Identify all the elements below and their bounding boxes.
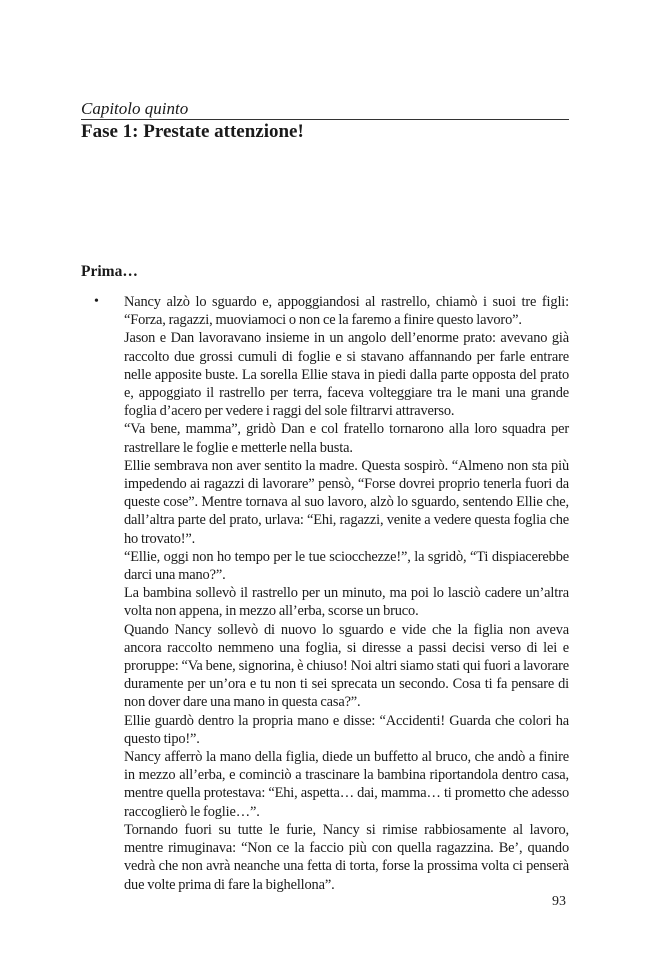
paragraph: “Va bene, mamma”, gridò Dan e col fratello tornarono alla loro squadra per rastrellare le foglie e metterle nella busta. bbox=[124, 421, 569, 456]
paragraph: Ellie guardò dentro la propria mano e disse: “Accidenti! Guarda che colori ha questo tipo!”. bbox=[124, 712, 569, 747]
paragraph: Jason e Dan lavoravano insieme in un angolo dell’enorme prato: avevano già raccolto due grossi cumuli di foglie e si stavano affannando per farle entrare nelle apposite buste. La sorella Ellie stava in piedi dalla parte opposta del prato e, appoggiato il rastrello per terra, faceva volteggiare tra le mani una grande foglia d’acero per vedere i raggi del sole filtrarvi attraverso. bbox=[124, 330, 569, 420]
paragraph: Quando Nancy sollevò di nuovo lo sguardo e vide che la figlia non aveva ancora raccolto nemmeno una foglia, si diresse a passi decisi verso di lei e proruppe: “Va bene, signorina, è chiuso! Noi altri siamo stati qui fuori a lavorare duramente per un’ora e tu non ti sei sprecata un secondo. Cosa ti fa pensare di non dover dare una mano in questa casa?”. bbox=[124, 621, 570, 711]
bullet-marker: • bbox=[94, 294, 99, 309]
body-text bbox=[124, 293, 569, 894]
paragraph: Nancy afferrò la mano della figlia, diede un buffetto al bruco, che andò a finire in mezzo all’erba, e cominciò a trascinare la bambina riportandola dentro casa, mentre quella protestava: “Ehi, aspetta… dai, mamma… ti prometto che adesso raccoglierò le foglie…”. bbox=[124, 749, 569, 820]
paragraph: La bambina sollevò il rastrello per un minuto, ma poi lo lasciò cadere un’altra volta non appena, in mezzo all’erba, scorse un bruco. bbox=[124, 585, 569, 620]
chapter-label: Capitolo quinto bbox=[81, 99, 189, 118]
paragraph: Tornando fuori su tutte le furie, Nancy si rimise rabbiosamente al lavoro, mentre rimuginava: “Non ce la faccio più con quella ragazzina. Be’, quando vedrà che non avrà neanche una fetta di torta, forse la prossima volta ci penserà due volte prima di fare la bighellona”. bbox=[124, 821, 569, 893]
chapter-title: Fase 1: Prestate attenzione! bbox=[81, 121, 304, 142]
paragraph: Nancy alzò lo sguardo e, appoggiandosi al rastrello, chiamò i suoi tre figli: “Forza, ragazzi, muoviamoci o non ce la faremo a finire questo lavoro”. bbox=[124, 294, 569, 329]
page-number: 93 bbox=[552, 894, 566, 909]
section-heading: Prima… bbox=[81, 263, 138, 280]
paragraph: Ellie sembrava non aver sentito la madre. Questa sospirò. “Almeno non sta più impedendo ai ragazzi di lavorare” pensò, “Forse dovrei proprio tenerla fuori da queste cose”. Mentre tornava al suo lavoro, alzò lo sguardo, sentendo Ellie che, dall’altra parte del prato, urlava: “Ehi, ragazzi, venite a vedere questa foglia che ho trovato!”. bbox=[124, 457, 569, 547]
paragraph: “Ellie, oggi non ho tempo per le tue sciocchezze!”, la sgridò, “Ti dispiacerebbe darci una mano?”. bbox=[124, 548, 569, 584]
